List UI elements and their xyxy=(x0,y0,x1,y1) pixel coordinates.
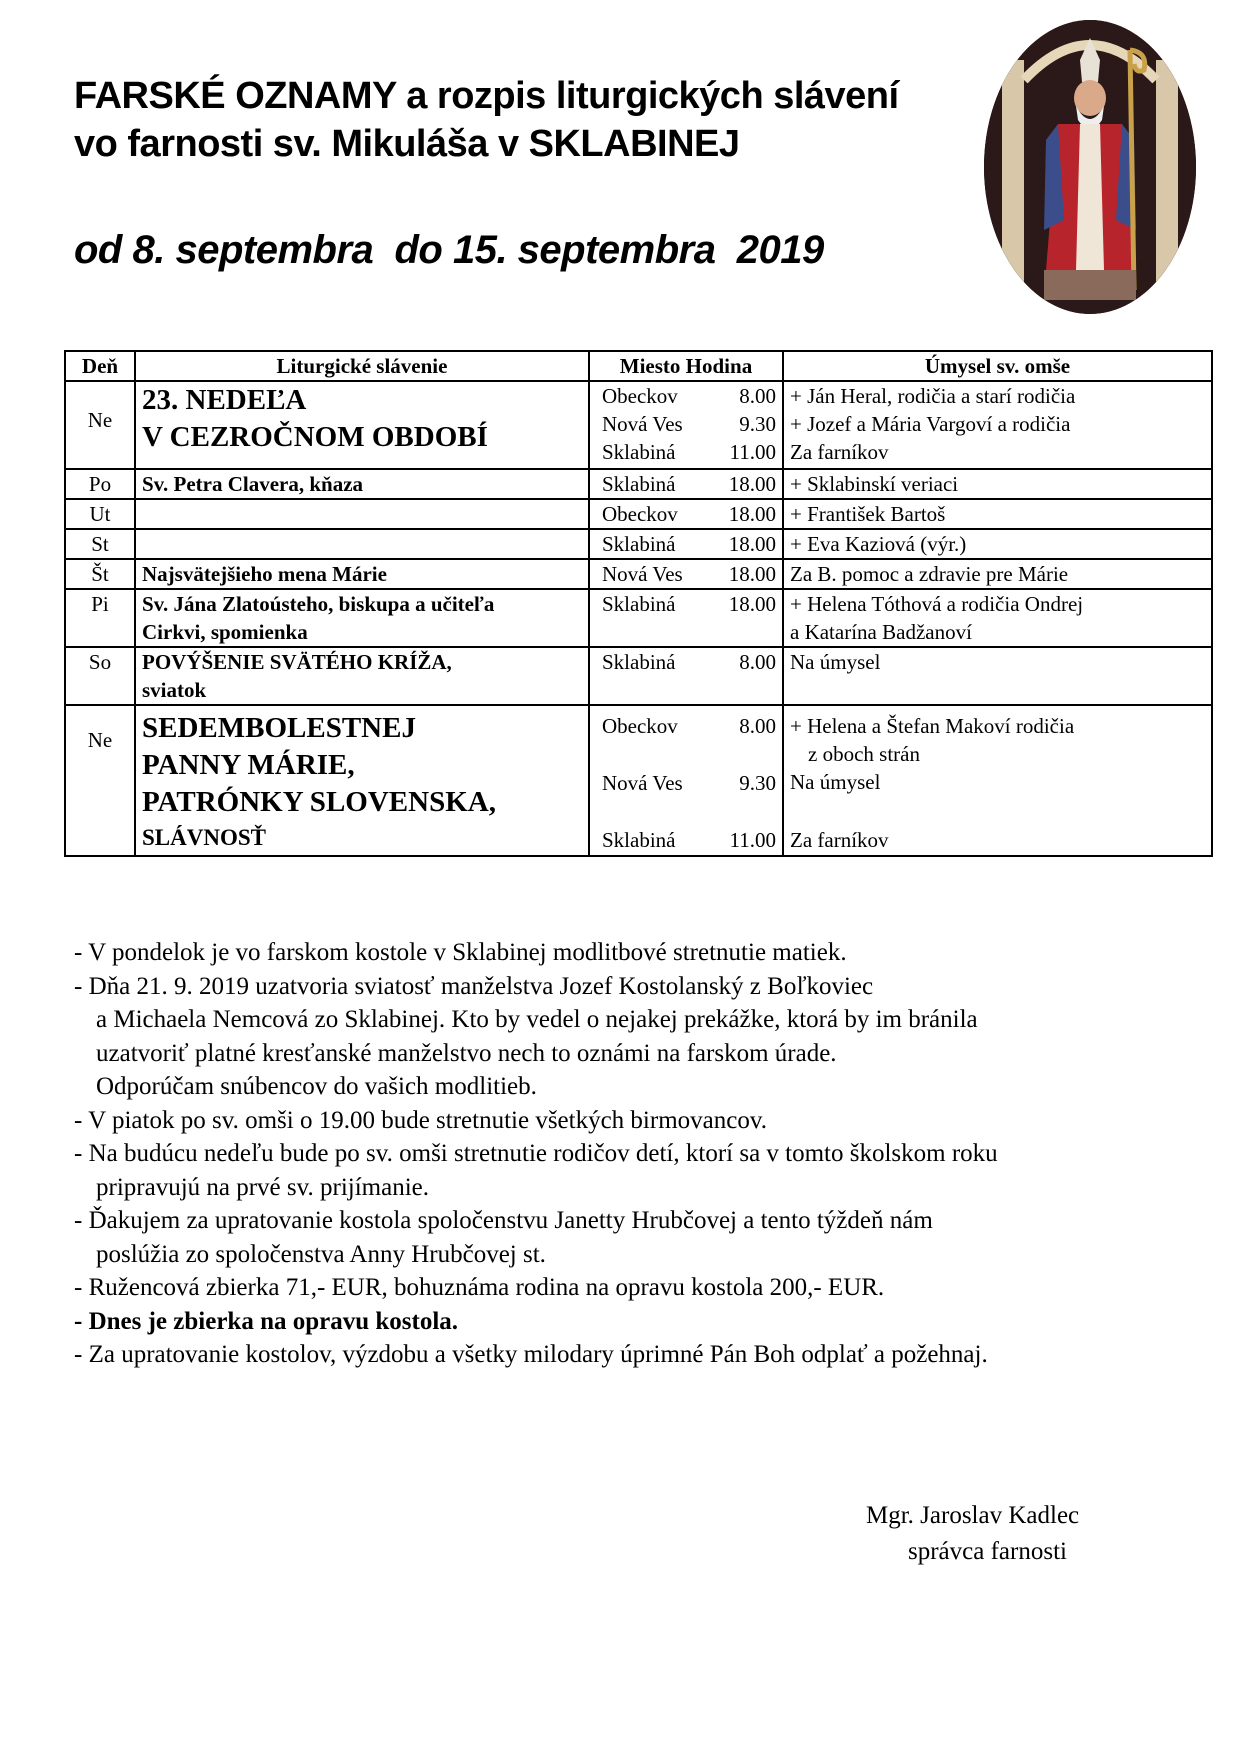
date-range: od 8. septembra do 15. septembra 2019 xyxy=(74,228,824,272)
intention-cell xyxy=(783,589,1212,647)
time: 9.30 xyxy=(739,412,776,436)
liturgy-line: 23. NEDEĽA xyxy=(142,384,307,416)
intention: + Ján Heral, rodičia a starí rodičia xyxy=(790,384,1076,408)
liturgy-cell xyxy=(135,705,589,856)
liturgy-cell xyxy=(135,647,589,705)
liturgy-line: Cirkvi, spomienka xyxy=(142,620,308,644)
table-row xyxy=(65,705,1212,856)
day-cell: Ne xyxy=(65,705,135,856)
announcement-line: pripravujú na prvé sv. prijímanie. xyxy=(96,1173,430,1201)
intention-cell: + Sklabinskí veriaci xyxy=(783,469,1212,499)
announcement-line: uzatvoriť platné kresťanské manželstvo nech to oznámi na farskom úrade. xyxy=(96,1039,837,1067)
liturgy-line: V CEZROČNOM OBDOBÍ xyxy=(142,421,488,453)
header-place-time: Miesto Hodina xyxy=(589,351,783,381)
table-header-row xyxy=(65,351,1212,381)
announcement-line: poslúžia zo spoločenstva Anny Hrubčovej st. xyxy=(96,1240,546,1268)
table-row xyxy=(65,529,1212,559)
place: Sklabiná xyxy=(602,532,676,556)
time: 9.30 xyxy=(739,771,776,795)
liturgy-cell: Najsvätejšieho mena Márie xyxy=(135,559,589,589)
announcement-line: Odporúčam snúbencov do vašich modlitieb. xyxy=(96,1073,537,1100)
table-row xyxy=(65,559,1212,589)
intention: Za farníkov xyxy=(790,440,889,464)
day-cell: Ne xyxy=(65,381,135,469)
day-cell: So xyxy=(65,647,135,705)
liturgy-cell xyxy=(135,589,589,647)
time: 8.00 xyxy=(739,384,776,408)
time: 8.00 xyxy=(739,650,776,674)
time: 18.00 xyxy=(728,472,776,496)
time: 11.00 xyxy=(729,828,776,852)
announcement-line: - Za upratovanie kostolov, výzdobu a všetky milodary úprimné Pán Boh odplať a požehnaj. xyxy=(74,1341,988,1368)
time: 18.00 xyxy=(728,592,776,616)
table-row xyxy=(65,647,1212,705)
intention-cell xyxy=(783,381,1212,469)
place-time-cell xyxy=(589,529,783,559)
place: Sklabiná xyxy=(602,440,676,464)
intention-cell: + Eva Kaziová (výr.) xyxy=(783,529,1212,559)
place: Obeckov xyxy=(602,384,678,408)
place: Nová Ves xyxy=(602,412,683,436)
place: Obeckov xyxy=(602,502,678,526)
title-line-2: vo farnosti sv. Mikuláša v SKLABINEJ xyxy=(74,123,740,165)
intention-cell: Za B. pomoc a zdravie pre Márie xyxy=(783,559,1212,589)
place: Sklabiná xyxy=(602,650,676,674)
intention-cell: + František Bartoš xyxy=(783,499,1212,529)
time: 18.00 xyxy=(728,532,776,556)
intention: + Helena a Štefan Makoví rodičia xyxy=(790,714,1075,738)
place-time-cell xyxy=(589,559,783,589)
signature xyxy=(866,1498,1079,1570)
header-intention: Úmysel sv. omše xyxy=(783,351,1212,381)
intention: + Helena Tóthová a rodičia Ondrej xyxy=(790,592,1084,616)
place-time-cell xyxy=(589,705,783,856)
place-time-cell xyxy=(589,589,783,647)
liturgy-line: POVÝŠENIE SVÄTÉHO KRÍŽA, xyxy=(142,650,452,674)
time: 18.00 xyxy=(728,502,776,526)
announcement-line: - Ďakujem za upratovanie kostola spoločenstvu Janetty Hrubčovej a tento týždeň nám xyxy=(74,1207,933,1234)
day-cell: Ut xyxy=(65,499,135,529)
signature-role: správca farnosti xyxy=(908,1538,1067,1565)
time: 8.00 xyxy=(739,714,776,738)
place-time-cell xyxy=(589,381,783,469)
time: 18.00 xyxy=(728,562,776,586)
liturgy-cell: Sv. Petra Clavera, kňaza xyxy=(135,469,589,499)
announcement-line: - V pondelok je vo farskom kostole v Sklabinej modlitbové stretnutie matiek. xyxy=(74,939,847,966)
announcement-line: a Michaela Nemcová zo Sklabinej. Kto by vedel o nejakej prekážke, ktorá by im bránila xyxy=(96,1006,978,1033)
announcement-line: - Dňa 21. 9. 2019 uzatvoria sviatosť manželstva Jozef Kostolanský z Boľkoviec xyxy=(74,972,874,1000)
place: Nová Ves xyxy=(602,562,683,586)
intention-cell: Na úmysel xyxy=(783,647,1212,705)
announcements xyxy=(74,936,998,1372)
saint-nicholas-portrait xyxy=(984,20,1196,314)
liturgy-line: sviatok xyxy=(142,678,207,702)
intention: Za farníkov xyxy=(790,828,889,852)
intention-cell xyxy=(783,705,1212,856)
liturgy-cell xyxy=(135,529,589,559)
liturgy-line: Sv. Jána Zlatoústeho, biskupa a učiteľa xyxy=(142,592,495,616)
table-row xyxy=(65,499,1212,529)
place: Sklabiná xyxy=(602,828,676,852)
place: Sklabiná xyxy=(602,592,676,616)
place-time-cell xyxy=(589,647,783,705)
intention: + Jozef a Mária Vargoví a rodičia xyxy=(790,412,1071,436)
liturgy-cell xyxy=(135,499,589,529)
intention: z oboch strán xyxy=(808,742,920,766)
announcement-line: - V piatok po sv. omši o 19.00 bude stretnutie všetkých birmovancov. xyxy=(74,1106,767,1134)
announcement-line: - Dnes je zbierka na opravu kostola. xyxy=(74,1307,459,1335)
place-time-cell xyxy=(589,499,783,529)
title-line-1: FARSKÉ OZNAMY a rozpis liturgických slávení xyxy=(74,75,899,117)
table-row xyxy=(65,469,1212,499)
day-cell: St xyxy=(65,529,135,559)
intention: Na úmysel xyxy=(790,770,881,794)
liturgy-line: PATRÓNKY SLOVENSKA, xyxy=(142,786,496,818)
header-day: Deň xyxy=(65,351,135,381)
document-title xyxy=(74,72,899,168)
announcement-line: - Na budúcu nedeľu bude po sv. omši stretnutie rodičov detí, ktorí sa v tomto školskom roku xyxy=(74,1140,998,1167)
place: Sklabiná xyxy=(602,472,676,496)
announcement-line: - Ružencová zbierka 71,- EUR, bohuznáma rodina na opravu kostola 200,- EUR. xyxy=(74,1274,885,1301)
liturgy-schedule-table xyxy=(64,350,1213,857)
place: Obeckov xyxy=(602,714,678,738)
place: Nová Ves xyxy=(602,771,683,795)
time: 11.00 xyxy=(729,440,776,464)
intention: a Katarína Badžanoví xyxy=(790,620,972,644)
day-cell: Pi xyxy=(65,589,135,647)
liturgy-line: SEDEMBOLESTNEJ xyxy=(142,712,416,744)
day-cell: Po xyxy=(65,469,135,499)
header-liturgy: Liturgické slávenie xyxy=(135,351,589,381)
place-time-cell xyxy=(589,469,783,499)
signature-name: Mgr. Jaroslav Kadlec xyxy=(866,1502,1080,1529)
day-cell: Št xyxy=(65,559,135,589)
liturgy-line: SLÁVNOSŤ xyxy=(142,825,266,850)
table-row xyxy=(65,589,1212,647)
table-row xyxy=(65,381,1212,469)
liturgy-cell xyxy=(135,381,589,469)
liturgy-line: PANNY MÁRIE, xyxy=(142,749,355,781)
